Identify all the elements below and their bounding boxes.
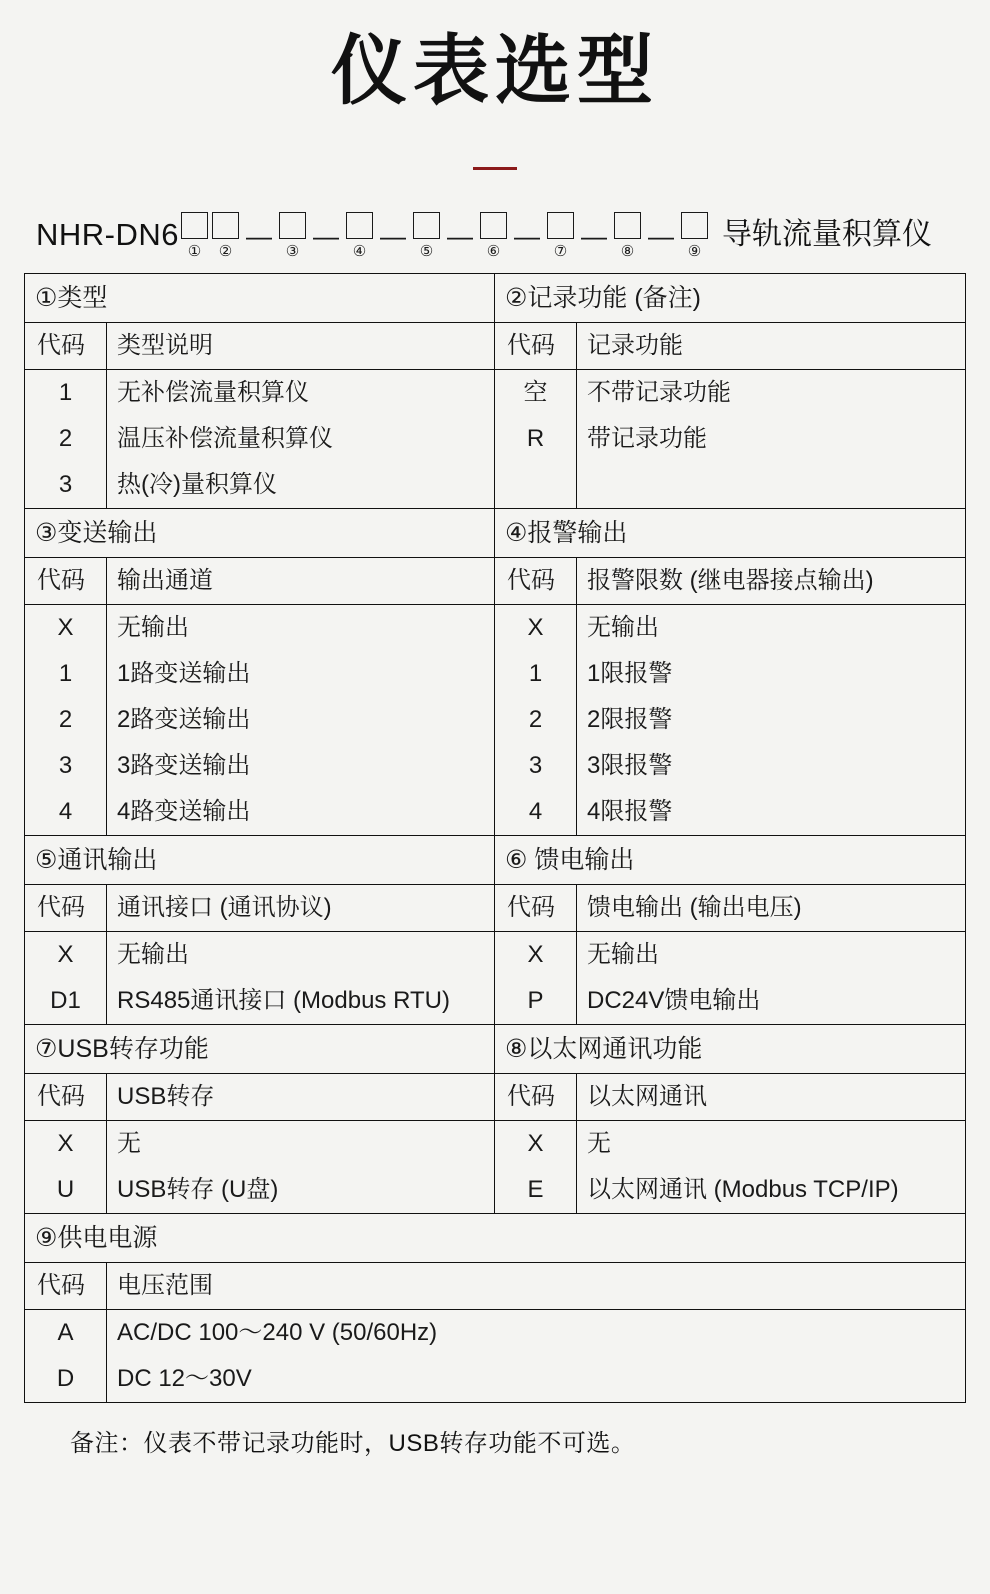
section-heading-3: ③变送输出 [25,509,494,558]
model-slot-7[interactable] [547,212,574,259]
table-row [25,836,965,1025]
model-dash-6: — [581,221,607,252]
cell-code: 1 [25,651,107,697]
footer-note: 备注：仪表不带记录功能时，USB转存功能不可选。 [70,1430,636,1458]
model-slot-2[interactable] [212,212,239,259]
cell-desc: 无输出 [117,941,189,969]
cell-code: 1 [495,651,577,697]
table-row [25,651,494,697]
model-slot-1[interactable] [181,212,208,259]
cell-desc: 无 [587,1130,611,1158]
table-row [25,370,494,416]
col-header-code: 代码 [495,1074,577,1120]
table-row [25,1310,965,1356]
section-4-body [495,605,965,835]
model-suffix: 导轨流量积算仪 [722,218,932,252]
model-dash-1: — [246,221,272,252]
section-7-header [25,1074,494,1121]
model-slot-box-8[interactable] [614,212,641,239]
section-heading-2: ②记录功能 (备注) [495,274,965,323]
table-row [495,370,965,416]
col-header-desc: 以太网通讯 [587,1083,707,1111]
model-slot-box-7[interactable] [547,212,574,239]
table-row [495,605,965,651]
section-alarm-output [495,509,965,836]
col-header-desc: 报警限数 (继电器接点输出) [587,567,874,595]
col-header-code: 代码 [25,1263,107,1309]
selection-table [24,273,966,1403]
table-row [495,1167,965,1213]
cell-code: A [25,1310,107,1356]
model-code-line [24,209,966,259]
table-row [495,743,965,789]
section-heading-8: ⑧以太网通讯功能 [495,1025,965,1074]
cell-desc: 2限报警 [587,706,673,734]
cell-desc: 无输出 [587,614,659,642]
cell-desc: 带记录功能 [587,425,707,453]
col-header-code: 代码 [25,885,107,931]
col-header-desc: 记录功能 [587,332,683,360]
cell-code: X [25,932,107,978]
table-row [495,789,965,835]
section-heading-5: ⑤通讯输出 [25,836,494,885]
table-row [25,605,494,651]
col-header-desc: 馈电输出 (输出电压) [587,894,802,922]
cell-desc: DC24V馈电输出 [587,987,761,1015]
section-type [25,274,495,509]
cell-code: D [25,1356,107,1402]
cell-code: 3 [25,743,107,789]
model-slot-num-4: ④ [352,243,367,261]
cell-code: X [495,605,577,651]
table-row [495,697,965,743]
table-row-spacer [495,462,965,508]
table-row [495,978,965,1024]
model-slot-num-5: ⑤ [419,243,434,261]
model-slot-3[interactable] [279,212,306,259]
accent-divider [473,167,517,170]
col-header-code: 代码 [495,323,577,369]
model-dash-3: — [380,221,406,252]
model-slot-box-9[interactable] [681,212,708,239]
model-dash-2: — [313,221,339,252]
table-row [25,416,494,462]
table-row [25,1025,965,1214]
cell-desc: AC/DC 100～240 V (50/60Hz) [117,1319,438,1347]
section-2-body [495,370,965,508]
section-9-header [25,1263,965,1310]
model-slot-num-8: ⑧ [620,243,635,261]
cell-code: 2 [25,416,107,462]
title-divider-wrap [24,157,966,175]
cell-desc: DC 12～30V [117,1365,252,1393]
cell-code: 2 [25,697,107,743]
cell-desc-empty [577,462,965,508]
cell-desc: 3路变送输出 [117,752,251,780]
cell-desc: 4路变送输出 [117,798,251,826]
cell-desc: 4限报警 [587,798,673,826]
section-ethernet [495,1025,965,1214]
col-header-code: 代码 [25,323,107,369]
col-header-desc: 通讯接口 (通讯协议) [117,894,332,922]
table-row [25,743,494,789]
cell-desc: 1限报警 [587,660,673,688]
model-slot-box-6[interactable] [480,212,507,239]
cell-code: U [25,1167,107,1213]
col-header-desc: USB转存 [117,1083,215,1111]
section-heading-9: ⑨供电电源 [25,1214,965,1263]
model-dash-5: — [514,221,540,252]
page-title: 仪表选型 [331,29,659,114]
model-slot-num-2: ② [218,243,233,261]
section-1-header [25,323,494,370]
model-slot-5[interactable] [413,212,440,259]
model-prefix: NHR-DN6 [36,217,179,253]
table-row [25,697,494,743]
cell-desc: 以太网通讯 (Modbus TCP/IP) [587,1176,899,1204]
table-row [25,932,494,978]
section-power-supply [25,1214,965,1403]
col-header-code: 代码 [495,885,577,931]
section-transmit-output [25,509,495,836]
table-row [25,509,965,836]
table-row [25,1167,494,1213]
cell-code-empty [495,462,577,508]
model-slot-box-3[interactable] [279,212,306,239]
cell-desc: 热(冷)量积算仪 [117,471,277,499]
section-2-header [495,323,965,370]
table-row [25,1121,494,1167]
cell-desc: RS485通讯接口 (Modbus RTU) [117,987,450,1015]
model-slot-box-1[interactable] [181,212,208,239]
model-dash-4: — [447,221,473,252]
col-header-code: 代码 [25,558,107,604]
table-row [495,416,965,462]
section-heading-6: ⑥ 馈电输出 [495,836,965,885]
table-row [25,789,494,835]
table-row [495,1121,965,1167]
cell-code: 空 [495,370,577,416]
section-heading-7: ⑦USB转存功能 [25,1025,494,1074]
cell-desc: 无 [117,1130,141,1158]
section-4-header [495,558,965,605]
model-slots [179,212,710,259]
cell-code: X [25,605,107,651]
section-5-body [25,932,494,1024]
section-5-header [25,885,494,932]
section-1-body [25,370,494,508]
cell-desc: 无输出 [587,941,659,969]
cell-desc: 2路变送输出 [117,706,251,734]
section-3-header [25,558,494,605]
section-6-body [495,932,965,1024]
cell-code: X [25,1121,107,1167]
col-header-code: 代码 [495,558,577,604]
model-slot-num-9: ⑨ [687,243,702,261]
cell-code: 3 [495,743,577,789]
cell-code: 1 [25,370,107,416]
cell-code: D1 [25,978,107,1024]
cell-code: 4 [495,789,577,835]
model-slot-box-5[interactable] [413,212,440,239]
model-slot-num-1: ① [187,243,202,261]
cell-code: 2 [495,697,577,743]
model-slot-box-4[interactable] [346,212,373,239]
section-heading-1: ①类型 [25,274,494,323]
cell-code: P [495,978,577,1024]
section-9-body [25,1310,965,1402]
section-usb-transfer [25,1025,495,1214]
cell-code: X [495,932,577,978]
col-header-code: 代码 [25,1074,107,1120]
cell-desc: 3限报警 [587,752,673,780]
model-slot-num-3: ③ [285,243,300,261]
section-power-feed-output [495,836,965,1025]
model-slot-num-7: ⑦ [553,243,568,261]
table-row [495,651,965,697]
model-slot-8[interactable] [614,212,641,259]
cell-code: X [495,1121,577,1167]
model-dash-7: — [648,221,674,252]
cell-desc: 无输出 [117,614,189,642]
model-slot-num-6: ⑥ [486,243,501,261]
section-communication-output [25,836,495,1025]
table-row [25,274,965,509]
cell-code: 4 [25,789,107,835]
col-header-desc: 输出通道 [117,567,213,595]
section-record-function [495,274,965,509]
section-heading-4: ④报警输出 [495,509,965,558]
section-8-body [495,1121,965,1213]
model-slot-box-2[interactable] [212,212,239,239]
table-row [495,932,965,978]
cell-desc: 1路变送输出 [117,660,251,688]
cell-code: R [495,416,577,462]
model-slot-9[interactable] [681,212,708,259]
cell-desc: 无补偿流量积算仪 [117,379,309,407]
table-row [25,978,494,1024]
cell-desc: USB转存 (U盘) [117,1176,279,1204]
col-header-desc: 类型说明 [117,332,213,360]
section-3-body [25,605,494,835]
table-row [25,462,494,508]
model-slot-6[interactable] [480,212,507,259]
model-slot-4[interactable] [346,212,373,259]
cell-code: 3 [25,462,107,508]
cell-desc: 温压补偿流量积算仪 [117,425,333,453]
section-6-header [495,885,965,932]
cell-desc: 不带记录功能 [587,379,731,407]
cell-code: E [495,1167,577,1213]
section-7-body [25,1121,494,1213]
col-header-desc: 电压范围 [117,1272,213,1300]
table-row [25,1356,965,1402]
section-8-header [495,1074,965,1121]
